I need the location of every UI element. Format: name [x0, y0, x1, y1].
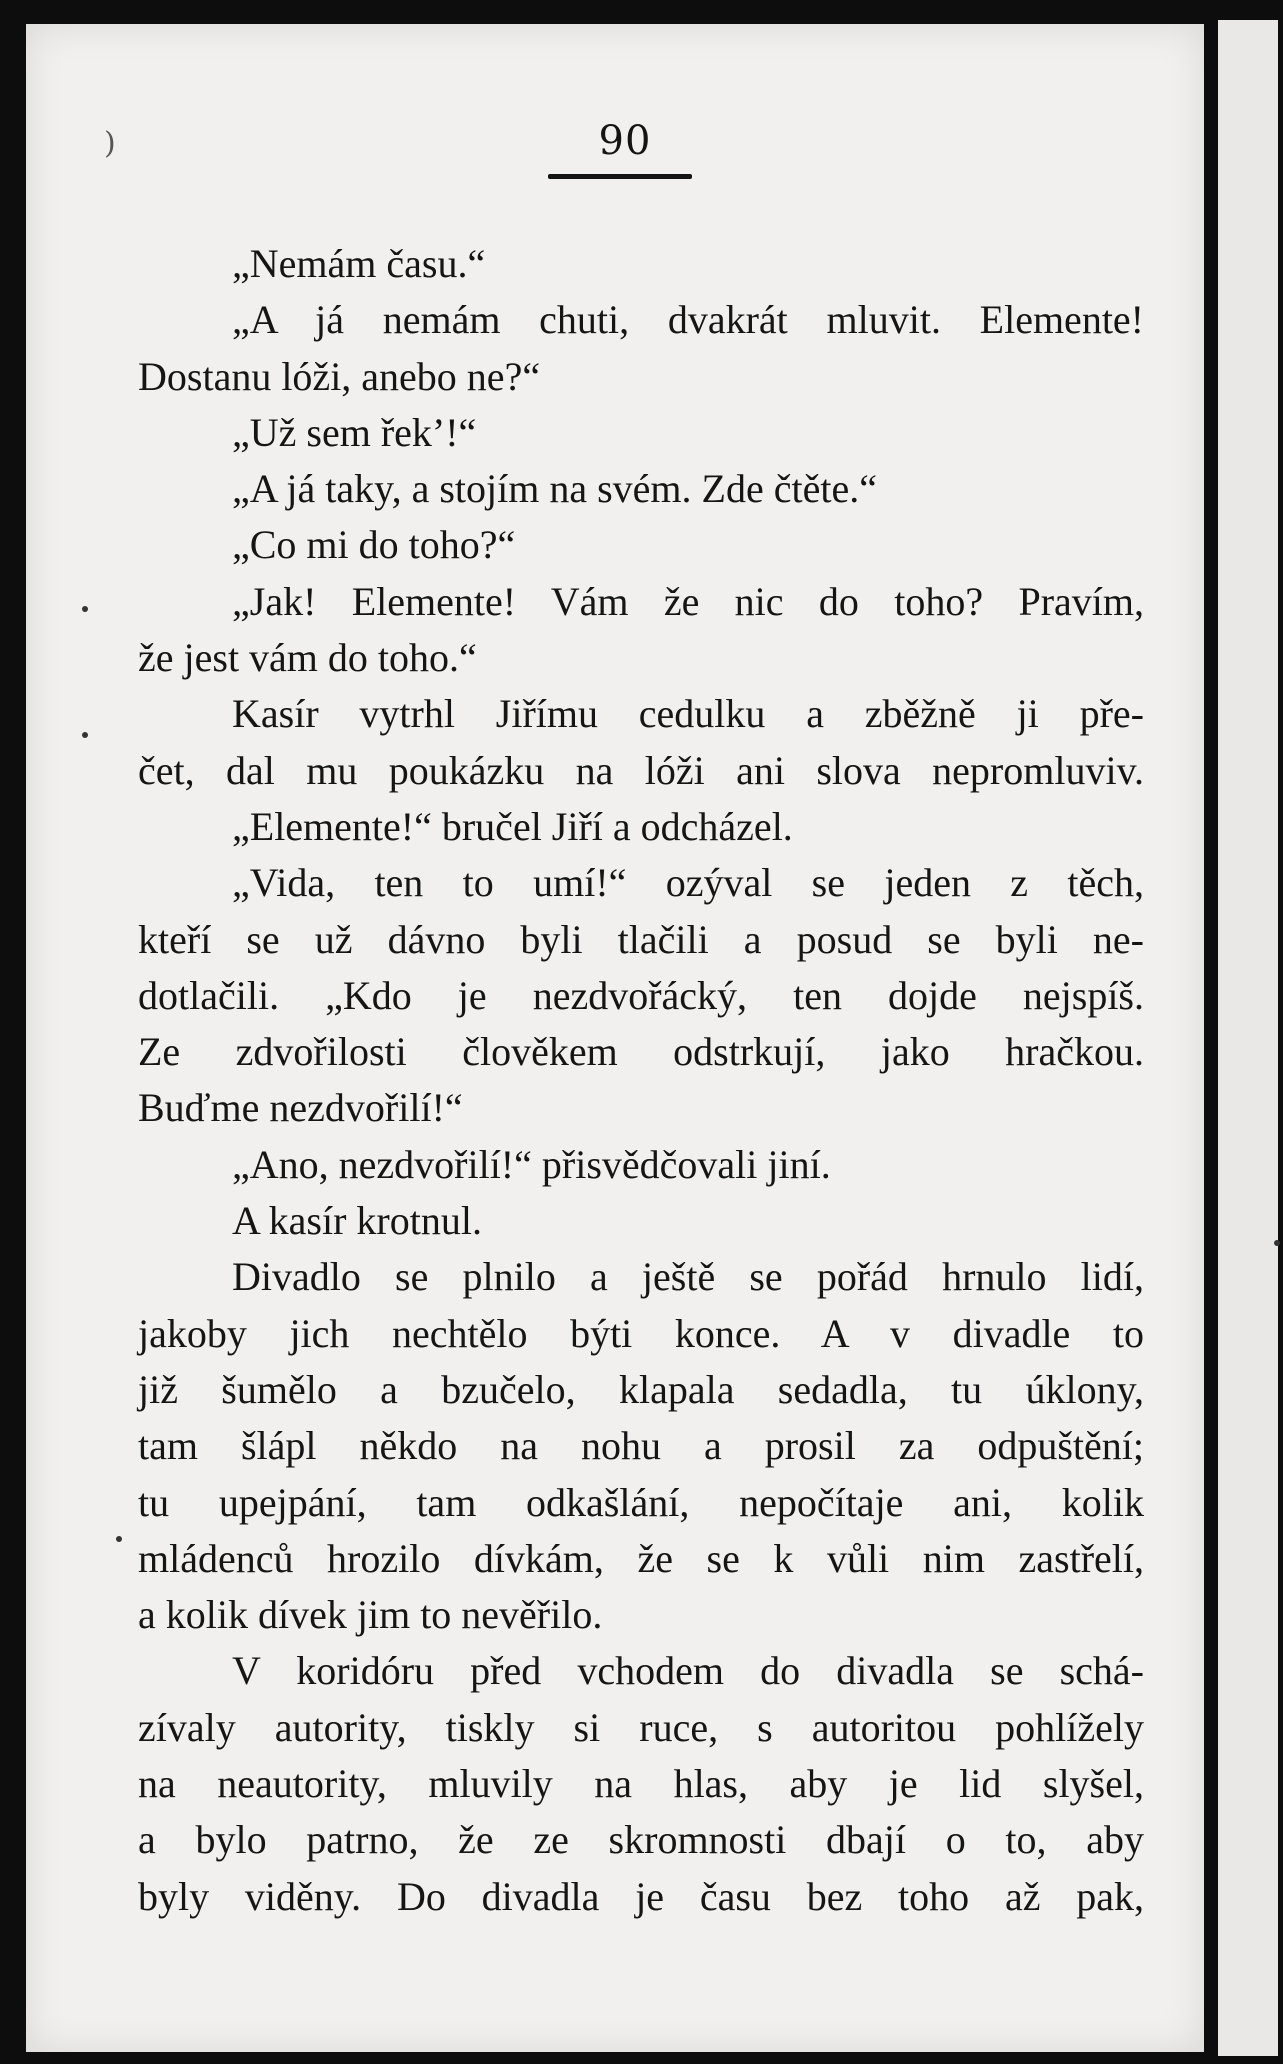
text-line: „Nemám času.“ — [232, 241, 486, 286]
text-line: a bylo patrno, že ze skromnosti dbají o to, aby — [138, 1817, 1144, 1863]
text-line: V koridóru před vchodem do divadla se schá- — [232, 1648, 1144, 1694]
text-line: A kasír krotnul. — [232, 1198, 482, 1244]
text-line: „A já taky, a stojím na svém. Zde čtěte.“ — [232, 466, 877, 512]
scan-speck — [82, 606, 88, 612]
text-line: Buďme nezdvořilí!“ — [138, 1085, 463, 1131]
text-line: že jest vám do toho.“ — [138, 635, 477, 681]
text-line: dotlačili. „Kdo je nezdvořácký, ten dojde nejspíš. — [138, 972, 1144, 1018]
text-line: „Jak! Elemente! Vám že nic do toho? Pravím, — [232, 578, 1144, 624]
text-line: tu upejpání, tam odkašlání, nepočítaje ani, kolik — [138, 1479, 1144, 1525]
text-line: Dostanu lóži, anebo ne?“ — [138, 353, 541, 399]
text-line: zívaly autority, tiskly si ruce, s autoritou pohlížely — [138, 1704, 1144, 1750]
text-line: „Už sem řek’!“ — [232, 409, 477, 455]
text-line: „Elemente!“ bručel Jiří a odcházel. — [232, 803, 793, 849]
text-line: „A já nemám chuti, dvakrát mluvit. Elemente! — [232, 297, 1144, 343]
text-line: Divadlo se plnilo a ještě se pořád hrnulo lidí, — [232, 1254, 1144, 1300]
text-line: byly viděny. Do divadla je času bez toho až pak, — [138, 1873, 1144, 1919]
text-line: „Ano, nezdvořilí!“ přisvědčovali jiní. — [232, 1141, 831, 1187]
text-line: Kasír vytrhl Jiřímu cedulku a zběžně ji pře- — [232, 691, 1144, 737]
margin-mark: ) — [104, 126, 116, 161]
text-line: Ze zdvořilosti člověkem odstrkují, jako hračkou. — [138, 1029, 1144, 1075]
text-line: „Co mi do toho?“ — [232, 522, 516, 568]
text-line: již šumělo a bzučelo, klapala sedadla, tu úklony, — [138, 1366, 1144, 1412]
text-line: a kolik dívek jim to nevěřilo. — [138, 1592, 603, 1638]
body-text — [138, 236, 1144, 1925]
text-line: na neautority, mluvily na hlas, aby je lid slyšel, — [138, 1761, 1144, 1807]
adjacent-page-edge — [1218, 20, 1278, 2056]
text-line: mládenců hrozilo dívkám, že se k vůli nim zastřelí, — [138, 1535, 1144, 1581]
scan-speck — [82, 732, 88, 738]
page-number: 90 — [598, 118, 652, 164]
text-line: čet, dal mu poukázku na lóži ani slova nepromluviv. — [138, 747, 1144, 793]
text-line: „Vida, ten to umí!“ ozýval se jeden z těch, — [232, 860, 1144, 906]
text-line: tam šlápl někdo na nohu a prosil za odpuštění; — [138, 1423, 1144, 1469]
text-line: kteří se už dávno byli tlačili a posud se byli ne- — [138, 916, 1144, 962]
header-rule — [548, 174, 692, 179]
text-line: jakoby jich nechtělo býti konce. A v divadle to — [138, 1310, 1144, 1356]
scan-speck — [1274, 1240, 1280, 1246]
scan-speck — [116, 1536, 122, 1542]
